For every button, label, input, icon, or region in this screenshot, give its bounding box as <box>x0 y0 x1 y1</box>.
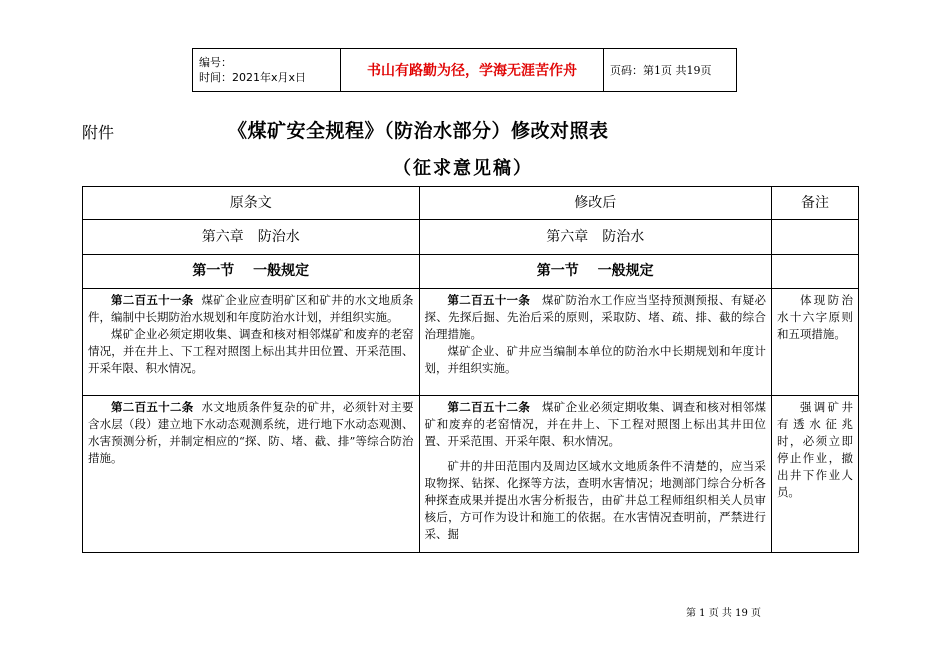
page-footer: 第 1 页 共 19 页 <box>686 608 761 619</box>
row1-note <box>771 289 858 396</box>
article-number: 第二百五十一条 <box>447 293 531 307</box>
header-meta <box>193 49 341 92</box>
header-original: 原条文 <box>83 187 420 220</box>
section-original: 第一节 一般规定 <box>83 255 420 289</box>
time-label: 时间：2021年x月x日 <box>199 71 307 84</box>
article-text: 煤矿企业必须定期收集、调查和核对相邻煤矿和废弃的老窑情况，并在井上、下工程对照图上标出其井田位置、开采范围、开采年限、积水情况。 <box>88 327 414 375</box>
chapter-note <box>771 220 858 255</box>
table-row <box>83 289 859 396</box>
section-row <box>83 255 859 289</box>
row1-original <box>83 289 420 396</box>
chapter-row <box>83 220 859 255</box>
row2-original <box>83 396 420 553</box>
article-text: 煤矿防治水工作应当坚持预测预报、有疑必探、先探后掘、先治后采的原则，采取防、堵、疏、排、截的综合治理措施。 <box>424 293 766 341</box>
table-row <box>83 396 859 553</box>
article-number: 第二百五十二条 <box>111 400 194 414</box>
header-note: 备注 <box>771 187 858 220</box>
document-header <box>192 48 737 92</box>
document-subtitle: （征求意见稿） <box>393 158 533 179</box>
note-text: 体现防治水十六字原则和五项措施。 <box>776 293 853 341</box>
number-label: 编号： <box>199 56 232 69</box>
table-header-row <box>83 187 859 220</box>
row2-note <box>771 396 858 553</box>
header-revised: 修改后 <box>419 187 771 220</box>
chapter-revised: 第六章 防治水 <box>419 220 771 255</box>
article-text: 煤矿企业应查明矿区和矿井的水文地质条件，编制中长期防治水规划和年度防治水计划，并组织实施。 <box>88 293 414 324</box>
row1-revised <box>419 289 771 396</box>
row2-revised <box>419 396 771 553</box>
header-page: 页码：第1页 共19页 <box>604 49 737 92</box>
article-number: 第二百五十二条 <box>447 400 531 414</box>
article-text: 煤矿企业、矿井应当编制本单位的防治水中长期规划和年度计划，并组织实施。 <box>424 344 766 375</box>
comparison-table <box>82 186 859 553</box>
section-revised: 第一节 一般规定 <box>419 255 771 289</box>
section-note <box>771 255 858 289</box>
document-title: 《煤矿安全规程》（防治水部分）修改对照表 <box>228 120 609 142</box>
chapter-original: 第六章 防治水 <box>83 220 420 255</box>
note-text: 强调矿井有透水征兆时，必须立即停止作业，撤出井下作业人员。 <box>776 400 853 499</box>
header-motto: 书山有路勤为径，学海无涯苦作舟 <box>341 49 604 92</box>
article-text: 煤矿企业必须定期收集、调查和核对相邻煤矿和废弃的老窑情况，并在井上、下工程对照图上标出其井田位置、开采范围、开采年限、积水情况。 <box>424 400 766 448</box>
article-number: 第二百五十一条 <box>111 293 194 307</box>
annex-label: 附件 <box>82 123 115 142</box>
article-text: 水文地质条件复杂的矿井，必须针对主要含水层（段）建立地下水动态观测系统，进行地下水动态观测、水害预测分析，并制定相应的“探、防、堵、截、排”等综合防治措施。 <box>88 400 414 465</box>
article-text: 矿井的井田范围内及周边区域水文地质条件不清楚的，应当采取物探、钻探、化探等方法，查明水害情况；地测部门综合分析各种探查成果并提出水害分析报告，由矿井总工程师组织相关人员审核后，方可作为设计和施工的依据。在水害情况查明前，严禁进行采、掘 <box>424 459 766 541</box>
